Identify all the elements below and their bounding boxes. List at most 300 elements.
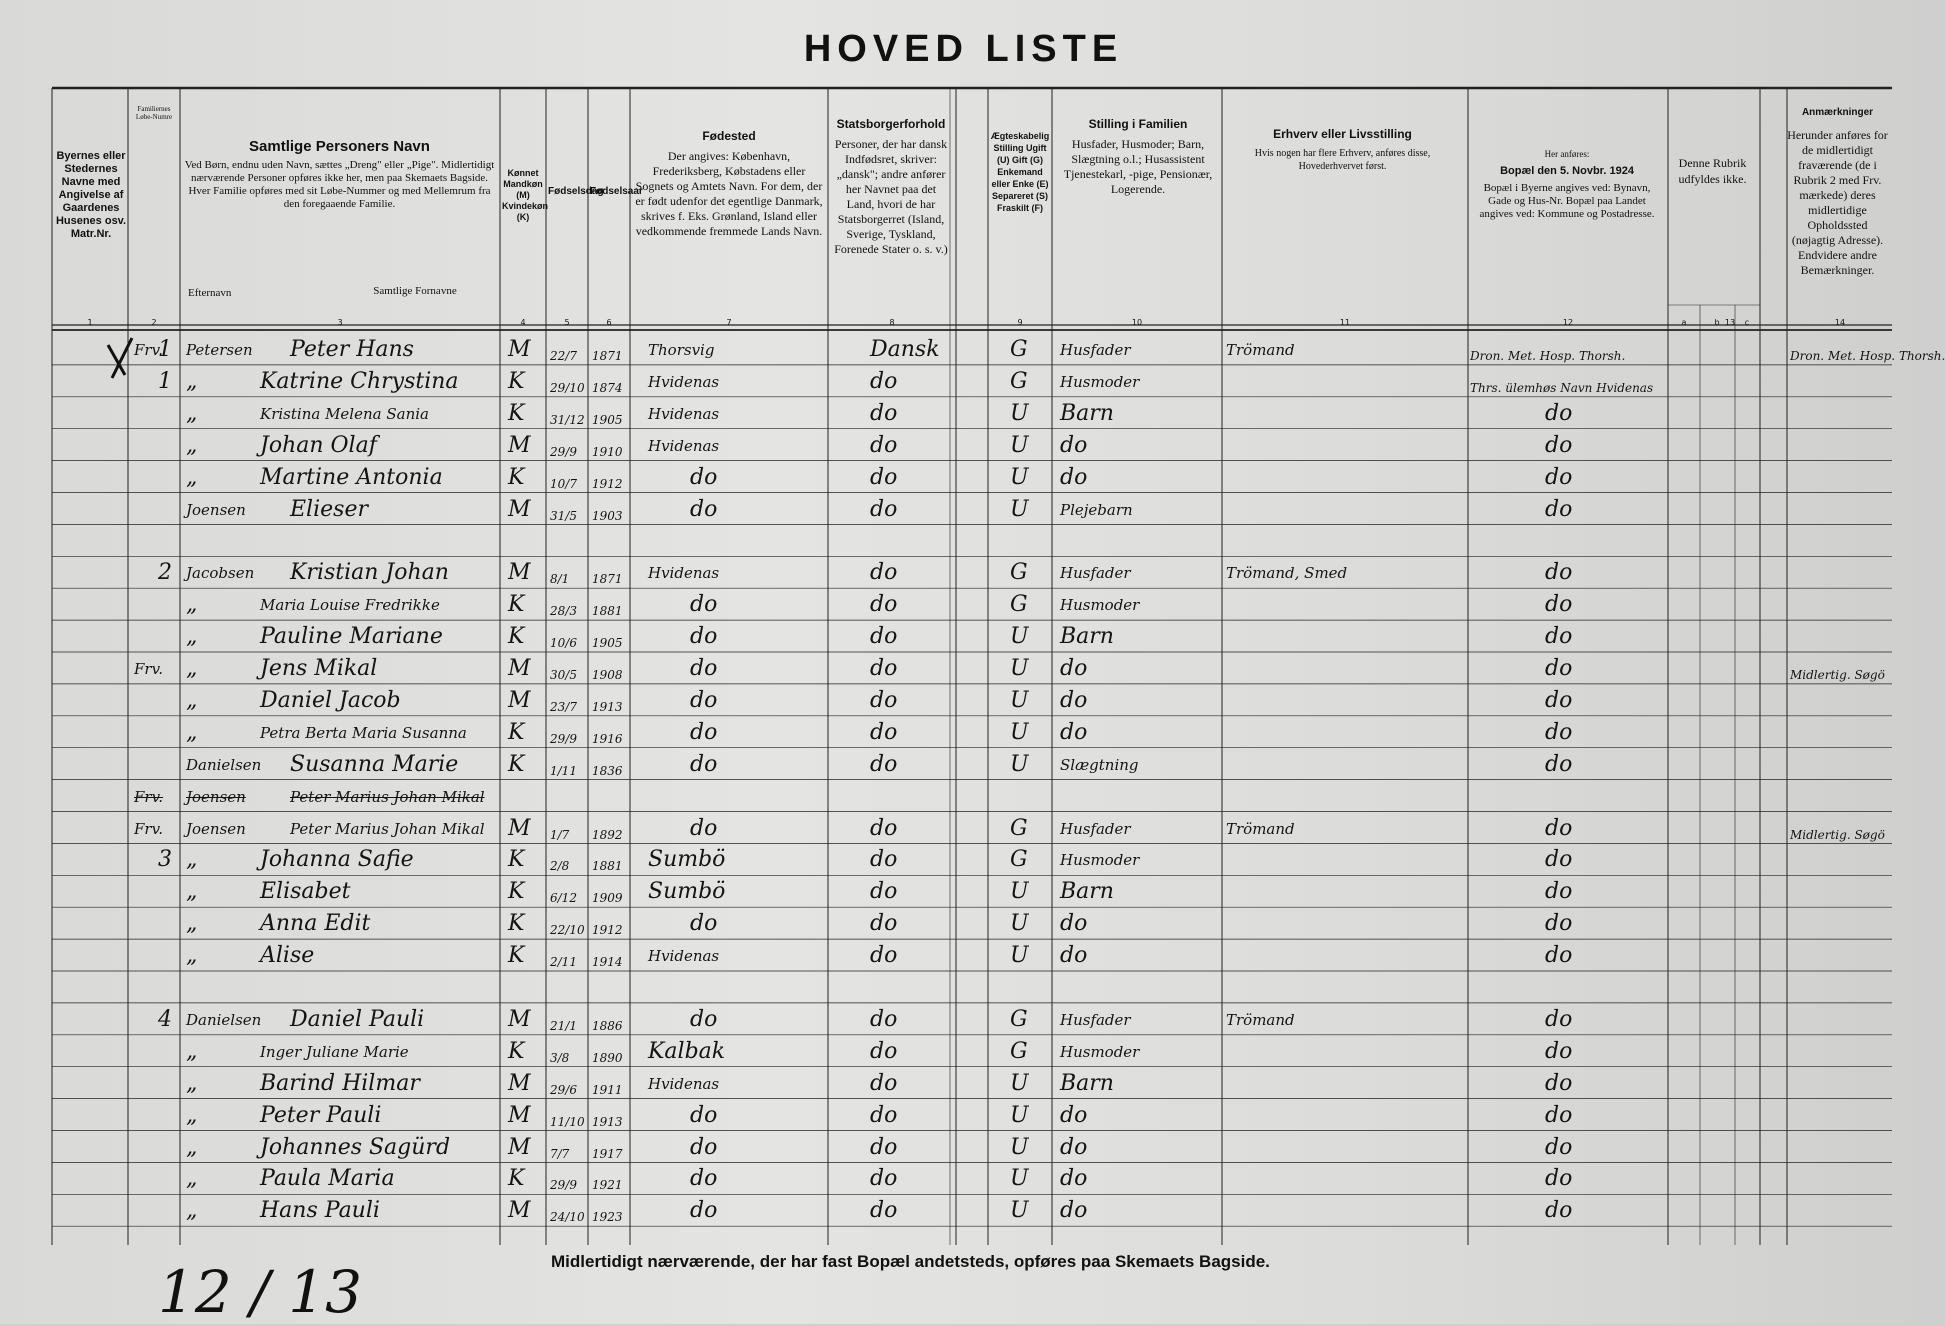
family-position-cell: Husfader [1060,341,1131,359]
citizenship-cell: do [870,656,898,681]
birth-year-cell: 1881 [592,604,623,619]
given-name-cell: Peter Marius Johan Mikal [290,787,485,806]
residence-cell: do [1545,911,1573,937]
column-number: 7 [726,318,732,327]
birth-year-cell: 1881 [592,859,623,874]
sex-cell: M [508,1134,531,1160]
civil-status-cell: G [1010,368,1028,394]
matr-cell: Frv. [134,341,164,359]
family-position-cell: Husmoder [1060,596,1140,615]
given-name-cell: Elisabet [260,879,351,905]
birth-year-cell: 1921 [592,1178,623,1193]
family-position-cell: do [1060,1134,1088,1160]
citizenship-cell: do [870,432,898,458]
birthplace-cell: do [690,751,718,777]
given-name-cell: Johanna Safie [260,847,414,873]
civil-status-cell: U [1010,943,1029,969]
citizenship-cell: Dansk [870,337,940,362]
column-sub-letter: c [1744,318,1750,327]
surname-cell: „ [186,592,198,618]
birth-day-cell: 21/1 [550,1018,577,1033]
birthplace-cell: do [690,656,718,681]
birthplace-cell: do [690,1006,718,1032]
birthplace-cell: do [690,624,718,650]
column-number: 4 [520,318,526,327]
birth-year-cell: 1836 [592,763,623,778]
birth-day-cell: 31/5 [550,508,577,523]
footer-note: Midlertidigt nærværende, der har fast Bopæl andetsteds, opføres paa Skemaets Bagside. [551,1252,1270,1271]
birth-day-cell: 2/11 [550,955,577,970]
sex-cell: K [508,719,525,745]
residence-cell: do [1545,687,1573,713]
citizenship-cell: do [870,719,898,745]
citizenship-cell: do [870,1198,898,1224]
matr-cell: Frv. [134,787,164,806]
birth-year-cell: 1923 [592,1210,623,1225]
sex-cell: M [508,1102,531,1128]
civil-status-cell: U [1010,1102,1029,1128]
sex-cell: K [508,592,525,618]
sex-cell: K [508,1038,525,1064]
family-position-cell: Barn [1060,879,1114,905]
given-name-cell: Inger Juliane Marie [260,1042,409,1061]
column-number: 6 [606,318,612,327]
family-position-cell: Barn [1060,624,1114,650]
surname-cell: „ [186,432,198,458]
citizenship-cell: do [870,368,898,394]
header-efternavn: Efternavn [188,287,232,299]
birth-year-cell: 1909 [592,891,623,906]
birth-day-cell: 29/9 [550,444,577,459]
given-name-cell: Kristian Johan [290,560,449,586]
given-name-cell: Susanna Marie [290,751,459,777]
birth-year-cell: 1871 [592,572,623,587]
birthplace-cell: do [690,496,718,522]
birth-day-cell: 29/9 [550,1178,577,1193]
birth-year-cell: 1911 [592,1082,623,1097]
citizenship-cell: do [870,624,898,650]
civil-status-cell: U [1010,1198,1029,1224]
citizenship-cell: do [870,1038,898,1064]
residence-cell: do [1545,1070,1573,1096]
family-position-cell: do [1060,1102,1088,1128]
surname-cell: „ [186,1038,198,1064]
surname-cell: „ [186,911,198,937]
column-number: 3 [337,318,343,327]
sex-cell: K [508,751,525,777]
citizenship-cell: do [870,751,898,777]
birth-year-cell: 1913 [592,1114,623,1129]
given-name-cell: Daniel Jacob [260,687,401,713]
surname-cell: „ [186,879,198,905]
birth-year-cell: 1908 [592,668,623,682]
sex-cell: K [508,879,525,905]
birthplace-cell: do [690,687,718,713]
civil-status-cell: U [1010,879,1029,905]
birthplace-cell: do [690,815,718,841]
given-name-cell: Maria Louise Fredrikke [260,596,440,615]
column-sub-letter: a [1681,318,1687,327]
sex-cell: K [508,1166,525,1192]
matr-cell: Frv. [134,819,164,838]
surname-cell: „ [186,1166,198,1192]
surname-cell: Joensen [186,500,246,519]
birth-day-cell: 3/8 [550,1050,570,1065]
surname-cell: Petersen [186,341,253,359]
remarks-cell: Dron. Met. Hosp. Thorsh. [1790,349,1945,363]
civil-status-cell: U [1010,1134,1029,1160]
birthplace-cell: Hvidenas [648,372,720,391]
header-col-9: Ægteskabelig Stilling Ugift (U) Gift (G) Enkemand eller Enke (E) Separeret (S) Fraskilt (F) [990,131,1050,213]
residence-cell: do [1545,656,1573,681]
surname-cell: „ [186,943,198,969]
citizenship-cell: do [870,847,898,873]
column-number: 8 [889,318,895,327]
birth-year-cell: 1905 [592,412,623,427]
sex-cell: M [508,656,531,681]
birth-year-cell: 1910 [592,444,623,459]
sex-cell: M [508,1006,531,1032]
family-position-cell: do [1060,943,1088,969]
family-number: 1 [158,337,172,362]
family-position-cell: do [1060,432,1088,458]
given-name-cell: Hans Pauli [260,1198,380,1224]
birthplace-cell: Hvidenas [648,1074,720,1093]
birth-day-cell: 22/10 [550,923,585,938]
residence-cell: do [1545,560,1573,586]
surname-cell: Joensen [186,819,246,838]
header-col-1: Byernes eller Stedernes Navne med Angivelse af Gaardenes Husenes osv. Matr.Nr. [55,150,127,240]
birth-day-cell: 23/7 [550,699,577,714]
birth-day-cell: 10/6 [550,636,577,651]
occupation-cell: Trömand [1226,819,1295,838]
birthplace-cell: Hvidenas [648,947,720,966]
citizenship-cell: do [870,879,898,905]
remarks-cell: Midlertig. Søgö [1790,668,1885,682]
civil-status-cell: G [1010,337,1028,362]
birthplace-cell: do [690,911,718,937]
residence-cell: Thrs. ülemhøs Navn Hvidenas [1470,380,1654,395]
given-name-cell: Katrine Chrystina [260,368,459,394]
header-col-5: Fødselsdag [548,186,604,197]
column-number: 2 [151,318,157,327]
birth-year-cell: 1912 [592,476,623,491]
sex-cell: M [508,1070,531,1096]
sex-cell: K [508,847,525,873]
header-col-3: Samtlige Personers Navn Ved Børn, endnu uden Navn, sættes „Dreng" eller „Pige". Midlertidigt nærværende Personer opføres ikke her, men paa Skemaets Bagside. Hver Familie opføres med sit Løbe-Nummer og med Mellemrum fra den foregaaende Familie. [184,138,495,210]
family-position-cell: Barn [1060,400,1114,426]
occupation-cell: Trömand [1226,1010,1295,1029]
residence-cell: do [1545,624,1573,650]
sex-cell: M [508,687,531,713]
sex-cell: K [508,943,525,969]
family-position-cell: Husfader [1060,564,1131,583]
birthplace-cell: do [690,592,718,618]
family-position-cell: do [1060,464,1088,490]
residence-cell: do [1545,496,1573,522]
citizenship-cell: do [870,687,898,713]
family-number: 3 [158,847,172,873]
surname-cell: „ [186,847,198,873]
citizenship-cell: do [870,1102,898,1128]
birth-day-cell: 28/3 [550,604,577,619]
sex-cell: M [508,815,531,841]
given-name-cell: Paula Maria [260,1166,395,1192]
birth-day-cell: 24/10 [550,1210,585,1225]
sex-cell: K [508,400,525,426]
citizenship-cell: do [870,1070,898,1096]
birthplace-cell: do [690,464,718,490]
birth-day-cell: 8/1 [550,572,570,587]
given-name-cell: Martine Antonia [260,464,443,490]
birthplace-cell: do [690,1198,718,1224]
header-col-13: Denne Rubrik udfyldes ikke. [1678,156,1747,186]
sex-cell: M [508,432,531,458]
given-name-cell: Peter Pauli [260,1102,382,1128]
birth-year-cell: 1890 [592,1050,623,1065]
birth-day-cell: 31/12 [550,412,585,427]
header-col-10: Stilling i Familien Husfader, Husmoder; Barn, Slægtning o.l.; Husassistent Tjenestekarl, -pige, Pensionær, Logerende. [1063,117,1213,196]
sex-cell: M [508,560,531,586]
civil-status-cell: G [1010,592,1028,618]
sex-cell: K [508,624,525,650]
surname-cell: „ [186,687,198,713]
birthplace-cell: Sumbö [648,847,726,873]
civil-status-cell: U [1010,1166,1029,1192]
family-position-cell: Slægtning [1060,755,1139,774]
citizenship-cell: do [870,815,898,841]
header-col-4: Kønnet Mandkøn (M) Kvindekøn (K) [502,168,549,222]
column-number: 10 [1131,318,1143,327]
birth-day-cell: 29/9 [550,731,577,746]
given-name-cell: Pauline Mariane [260,624,443,650]
citizenship-cell: do [870,943,898,969]
page-number: 12 / 13 [158,1258,363,1326]
civil-status-cell: U [1010,751,1029,777]
given-name-cell: Daniel Pauli [290,1006,425,1032]
family-position-cell: Plejebarn [1060,500,1133,519]
residence-cell: do [1545,400,1573,426]
family-position-cell: do [1060,719,1088,745]
surname-cell: „ [186,1102,198,1128]
surname-cell: Danielsen [186,1010,262,1029]
surname-cell: Joensen [186,787,246,806]
surname-cell: „ [186,719,198,745]
civil-status-cell: U [1010,656,1029,681]
surname-cell: „ [186,400,198,426]
residence-cell: do [1545,719,1573,745]
given-name-cell: Alise [260,943,315,969]
civil-status-cell: G [1010,847,1028,873]
civil-status-cell: G [1010,815,1028,841]
surname-cell: „ [186,1198,198,1224]
occupation-cell: Trömand, Smed [1226,564,1348,583]
surname-cell: „ [186,624,198,650]
residence-cell: do [1545,464,1573,490]
birth-day-cell: 29/6 [550,1082,577,1097]
civil-status-cell: G [1010,560,1028,586]
birthplace-cell: do [690,1134,718,1160]
citizenship-cell: do [870,464,898,490]
family-position-cell: Husmoder [1060,372,1140,391]
column-number: 5 [564,318,570,327]
given-name-cell: Johan Olaf [260,432,377,458]
family-position-cell: Husmoder [1060,851,1140,870]
birthplace-cell: Hvidenas [648,564,720,583]
family-position-cell: Husfader [1060,1010,1131,1029]
civil-status-cell: U [1010,687,1029,713]
residence-cell: do [1545,1198,1573,1224]
birth-year-cell: 1892 [592,827,623,842]
birth-day-cell: 7/7 [550,1146,570,1161]
column-number: 11 [1339,318,1351,327]
birth-day-cell: 2/8 [550,859,570,874]
header-col-7: Fødested Der angives: København, Frederiksberg, Købstadens eller Sognets og Amtets Navn. For dem, der er født udenfor det egentlige Danmark, skrives f. Eks. Grønland, Island eller vedkommende fremmede Lands Navn. [635,129,823,238]
birthplace-cell: Thorsvig [648,341,715,359]
surname-cell: Danielsen [186,755,262,774]
sex-cell: M [508,496,531,522]
header-fornavne: Samtlige Fornavne [373,285,457,297]
surname-cell: „ [186,1070,198,1096]
birth-year-cell: 1912 [592,923,623,938]
birth-day-cell: 30/5 [550,668,577,682]
birth-day-cell: 1/11 [550,763,577,778]
family-position-cell: do [1060,911,1088,937]
surname-cell: „ [186,368,198,394]
civil-status-cell: U [1010,496,1029,522]
birth-year-cell: 1917 [592,1146,623,1161]
citizenship-cell: do [870,592,898,618]
given-name-cell: Anna Edit [260,911,371,937]
civil-status-cell: U [1010,464,1029,490]
column-sub-letter: b [1714,318,1720,327]
birth-year-cell: 1903 [592,508,623,523]
given-name-cell: Jens Mikal [260,656,378,681]
residence-cell: do [1545,751,1573,777]
occupation-cell: Trömand [1226,341,1295,359]
birth-year-cell: 1874 [592,380,623,395]
birth-year-cell: 1886 [592,1018,623,1033]
family-number: 4 [158,1006,172,1032]
column-number: 1 [87,318,93,327]
birthplace-cell: Hvidenas [648,436,720,455]
residence-cell: do [1545,1134,1573,1160]
surname-cell: „ [186,656,198,681]
residence-cell: do [1545,815,1573,841]
civil-status-cell: G [1010,1038,1028,1064]
birthplace-cell: Sumbö [648,879,726,905]
citizenship-cell: do [870,496,898,522]
birth-year-cell: 1913 [592,699,623,714]
family-position-cell: do [1060,656,1088,681]
citizenship-cell: do [870,1134,898,1160]
family-position-cell: Husmoder [1060,1042,1140,1061]
residence-cell: do [1545,432,1573,458]
family-position-cell: Barn [1060,1070,1114,1096]
residence-cell: do [1545,1006,1573,1032]
birth-day-cell: 10/7 [550,476,577,491]
family-position-cell: do [1060,1198,1088,1224]
given-name-cell: Johannes Sagürd [260,1134,451,1160]
surname-cell: Jacobsen [186,564,255,583]
citizenship-cell: do [870,560,898,586]
residence-cell: do [1545,847,1573,873]
residence-cell: do [1545,1102,1573,1128]
family-position-cell: Husfader [1060,819,1131,838]
birth-year-cell: 1905 [592,636,623,651]
birth-day-cell: 1/7 [550,827,570,842]
given-name-cell: Peter Marius Johan Mikal [290,819,485,838]
birthplace-cell: do [690,1166,718,1192]
birth-year-cell: 1916 [592,731,623,746]
birth-day-cell: 22/7 [550,349,577,363]
birth-day-cell: 6/12 [550,891,577,906]
civil-status-cell: U [1010,911,1029,937]
residence-cell: do [1545,1166,1573,1192]
birth-year-cell: 1914 [592,955,623,970]
column-number: 12 [1562,318,1574,327]
header-col-11: Erhverv eller Livsstilling Hvis nogen har flere Erhverv, anføres disse, Hovederhvervet først. [1254,127,1431,172]
page-title: HOVED LISTE [803,28,1124,70]
header-col-2: Familiernes Løbe-Numre [135,105,173,121]
matr-cell: Frv. [134,660,164,678]
birthplace-cell: do [690,1102,718,1128]
citizenship-cell: do [870,400,898,426]
surname-cell: „ [186,1134,198,1160]
sex-cell: K [508,464,525,490]
birth-day-cell: 11/10 [550,1114,585,1129]
remarks-cell: Midlertig. Søgö [1790,827,1885,842]
sex-cell: K [508,911,525,937]
civil-status-cell: G [1010,1006,1028,1032]
sex-cell: M [508,337,531,362]
surname-cell: „ [186,464,198,490]
sex-cell: K [508,368,525,394]
residence-cell: do [1545,1038,1573,1064]
birthplace-cell: Kalbak [648,1038,726,1064]
given-name-cell: Elieser [290,496,368,522]
column-number: 9 [1017,318,1023,327]
birth-year-cell: 1871 [592,349,623,363]
column-number: 14 [1834,318,1846,327]
civil-status-cell: U [1010,432,1029,458]
family-number: 2 [158,560,172,586]
residence-cell: Dron. Met. Hosp. Thorsh. [1470,349,1626,363]
citizenship-cell: do [870,1006,898,1032]
header-col-12: Her anføres: Bopæl den 5. Novbr. 1924 Bopæl i Byerne angives ved: Bynavn, Gade og Hus-Nr. Bopæl paa Landet angives ved: Kommune og Postadresse. [1479,149,1655,220]
family-number: 1 [158,368,172,394]
header-col-6: Fødselsaar [590,186,643,197]
given-name-cell: Barind Hilmar [260,1070,420,1096]
civil-status-cell: U [1010,624,1029,650]
birth-day-cell: 29/10 [550,380,585,395]
given-name-cell: Peter Hans [290,337,414,362]
civil-status-cell: U [1010,719,1029,745]
given-name-cell: Kristina Melena Sania [260,404,429,423]
header-col-14: Anmærkninger Herunder anføres for de midlertidigt fraværende (de i Rubrik 2 med Frv. mærkede) deres midlertidige Opholdssted (nøjagtig Adresse). Endvidere andre Bemærkninger. [1787,107,1888,277]
civil-status-cell: U [1010,400,1029,426]
sex-cell: M [508,1198,531,1224]
civil-status-cell: U [1010,1070,1029,1096]
given-name-cell: Petra Berta Maria Susanna [260,723,467,742]
family-position-cell: do [1060,1166,1088,1192]
citizenship-cell: do [870,911,898,937]
birthplace-cell: Hvidenas [648,404,720,423]
residence-cell: do [1545,879,1573,905]
column-number: 13 [1724,318,1736,327]
header-col-8: Statsborgerforhold Personer, der har dansk Indfødsret, skriver: „dansk"; andre anfører her Navnet paa det Land, hvori de har Statsborgerret (Island, Sverige, Tyskland, Forenede Stater o. s. v.) [834,117,948,256]
residence-cell: do [1545,592,1573,618]
